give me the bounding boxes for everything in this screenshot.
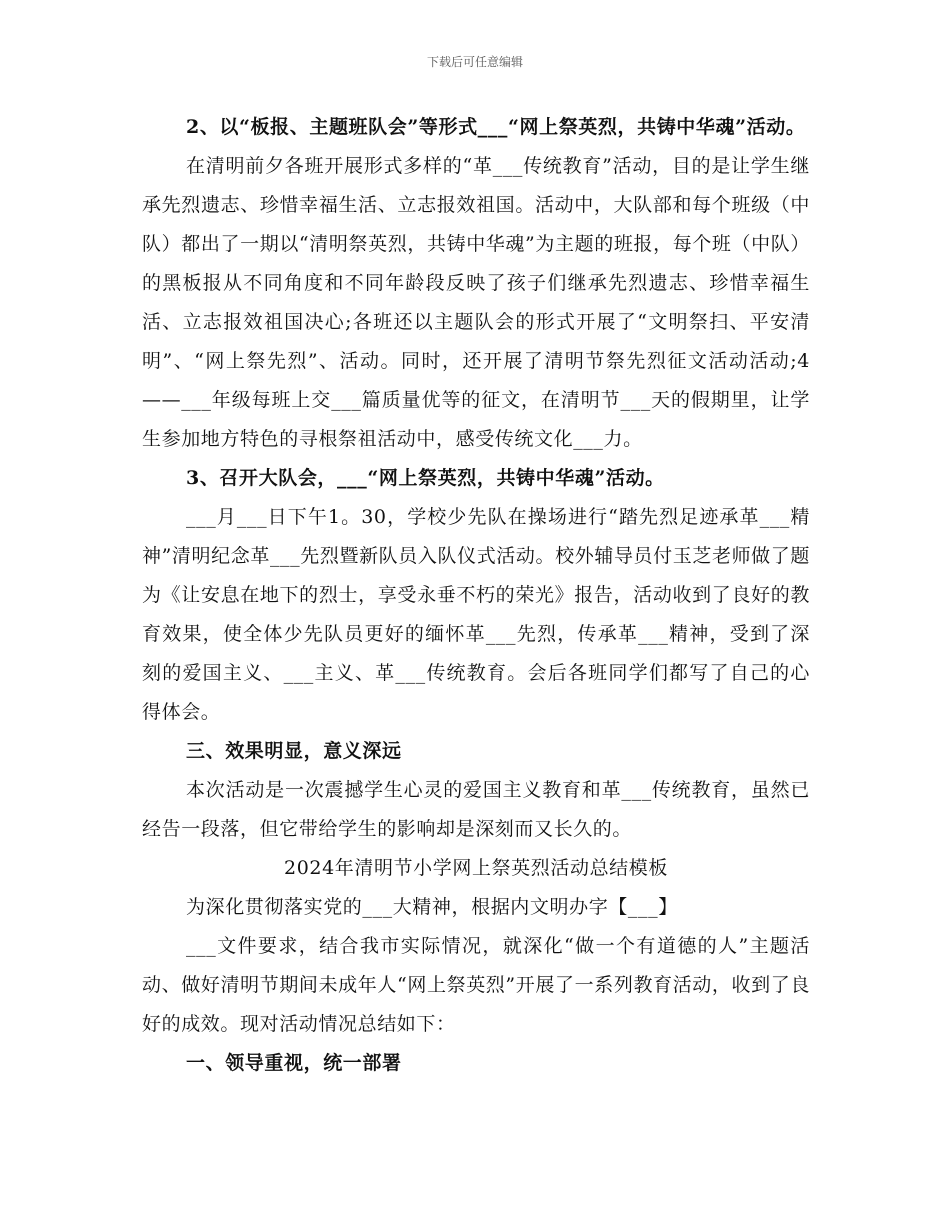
heading-effect: 三、效果明显，意义深远 [186, 740, 402, 762]
paragraph-brigade-meeting: ___月___日下午1。30，学校少先队在操场进行“踏先烈足迹承革___精神”清明纪念革___先烈暨新队员入队仪式活动。校外辅导员付玉芝老师做了题为《让安息在地下的烈士，享受永垂不朽的荣光》报告，活动收到了良好的教育效果，使全体少先队员更好的缅怀革___先烈，传承革___精神，受到了深刻的爱国主义、___主义、革___传统教育。会后各班同学们都写了自己的心得体会。 [142, 506, 810, 723]
heading-launch-board-activities: 2、以“板报、主题班队会”等形式___“网上祭英烈，共铸中华魂”活动。 [186, 116, 806, 138]
paragraph-intro-line-2: ___文件要求，结合我市实际情况，就深化“做一个有道德的人”主题活动、做好清明节期间未成年人“网上祭英烈”开展了一系列教育活动，收到了良好的成效。现对活动情况总结如下： [142, 935, 810, 1035]
heading-leadership: 一、领导重视，统一部署 [186, 1052, 402, 1074]
paragraph-class-activities: 在清明前夕各班开展形式多样的“革___传统教育”活动，目的是让学生继承先烈遗志、珍惜幸福生活、立志报效祖国。活动中，大队部和每个班级（中队）都出了一期以“清明祭英烈，共铸中华魂”为主题的班报，每个班（中队）的黑板报从不同角度和不同年龄段反映了孩子们继承先烈遗志、珍惜幸福生活、立志报效祖国决心;各班还以主题队会的形式开展了“文明祭扫、平安清明”、“网上祭先烈”、活动。同时，还开展了清明节祭先烈征文活动活动;4——___年级每班上交___篇质量优等的征文，在清明节___天的假期里，让学生参加地方特色的寻根祭祖活动中，感受传统文化___力。 [142, 155, 810, 450]
document-body [142, 108, 810, 1083]
paragraph-intro-line-1: 为深化贯彻落实党的___大精神，根据内文明办字【___】 [186, 896, 678, 918]
paragraph-effect: 本次活动是一次震撼学生心灵的爱国主义教育和革___传统教育，虽然已经告一段落，但它带给学生的影响却是深刻而又长久的。 [142, 779, 810, 840]
page-header-note: 下载后可任意编辑 [426, 55, 523, 69]
document-title: 2024年清明节小学网上祭英烈活动总结模板 [284, 857, 668, 879]
heading-brigade-meeting: 3、召开大队会，___“网上祭英烈，共铸中华魂”活动。 [186, 467, 665, 489]
